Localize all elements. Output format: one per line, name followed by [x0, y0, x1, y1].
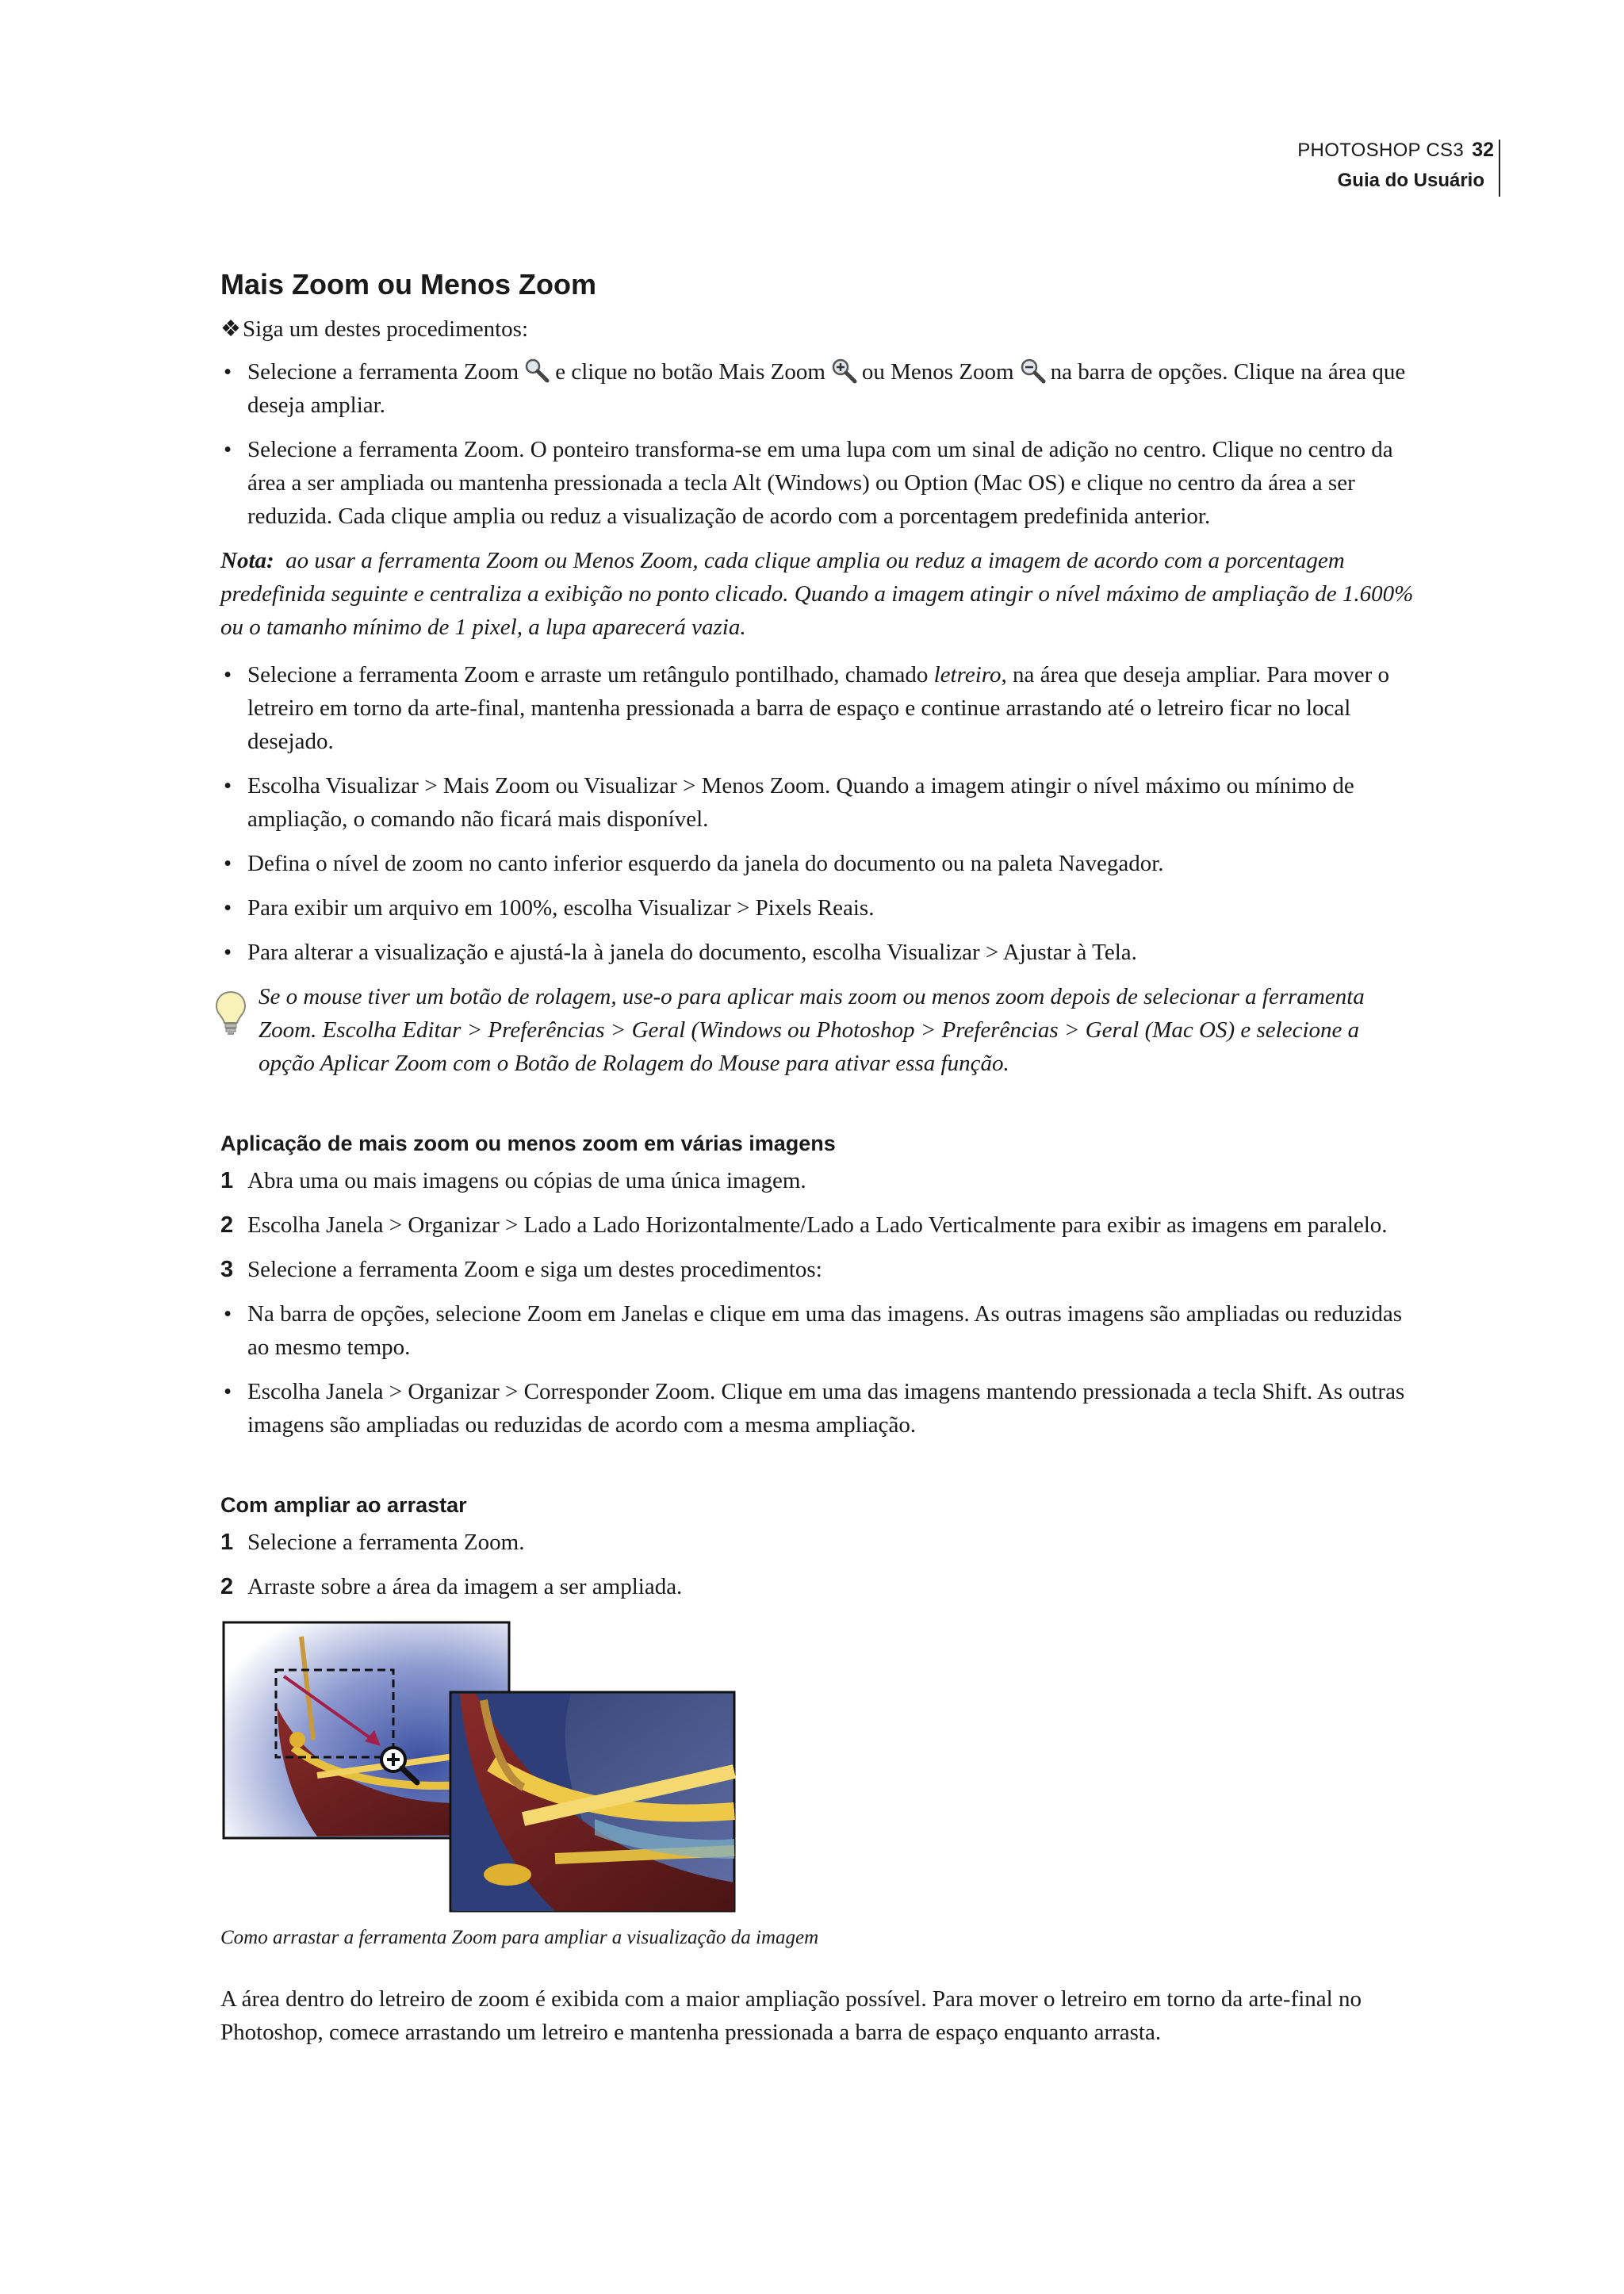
list-item [220, 769, 1418, 836]
step-text: Abra uma ou mais imagens ou cópias de uma única imagem. [247, 1168, 806, 1193]
step-item [220, 1570, 1418, 1603]
note [220, 544, 1418, 644]
list-emphasis: letreiro [933, 662, 1002, 687]
running-header [1056, 136, 1500, 200]
section-drag-zoom [220, 1488, 1418, 2049]
step-text: Arraste sobre a área da imagem a ser ampliada. [247, 1574, 683, 1599]
procedure-text: Siga um destes procedimentos: [243, 316, 529, 342]
zoom-bullets-1 [220, 355, 1418, 533]
step-item [220, 1526, 1418, 1559]
list-text: Selecione a ferramenta Zoom [247, 359, 519, 385]
step-text: Selecione a ferramenta Zoom. [247, 1530, 525, 1555]
list-text: Selecione a ferramenta Zoom. O ponteiro transforma-se em uma lupa com um sinal de adição no centro. Clique no centro da área a ser ampliada ou mantenha pressionada a tecla Alt (Windows) ou Option (Mac OS) e clique no centro da área a ser reduzida. Cada clique amplia ou reduz a visualização de acordo com a porcentagem predefinida anterior. [247, 437, 1393, 529]
step-number: 2 [220, 1574, 234, 1599]
zoom-out-icon [1019, 357, 1046, 384]
figure-caption: Como arrastar a ferramenta Zoom para ampliar a visualização da imagem [220, 1927, 819, 1948]
step-number: 3 [220, 1257, 234, 1282]
zoom-tool-icon [523, 357, 550, 384]
list-text: Defina o nível de zoom no canto inferior esquerdo da janela do documento ou na paleta Navegador. [247, 851, 1164, 876]
list-text: ou Menos Zoom [861, 359, 1014, 385]
note-text: ao usar a ferramenta Zoom ou Menos Zoom, cada clique amplia ou reduz a imagem de acordo com a porcentagem predefinida seguinte e centraliza a exibição no ponto clicado. Quando a imagem atingir o nível máximo de ampliação de 1.600% ou o tamanho mínimo de 1 pixel, a lupa aparecerá vazia. [220, 548, 1414, 640]
page-content [220, 265, 1418, 2049]
guide-title: Guia do Usuário [1337, 170, 1484, 191]
boat-illustration [222, 1621, 745, 1914]
list-text: Para alterar a visualização e ajustá-la à janela do documento, escolha Visualizar > Ajustar à Tela. [247, 940, 1137, 965]
page-number: 32 [1472, 139, 1494, 161]
lightbulb-icon [214, 990, 247, 1037]
zoom-bullets-2 [220, 658, 1418, 969]
zoom-in-icon [830, 357, 857, 384]
step-item [220, 1253, 1418, 1286]
section-title-multiple: Aplicação de mais zoom ou menos zoom em várias imagens [220, 1132, 836, 1155]
list-text: na barra de opções. Clique na área que deseja ampliar. [247, 359, 1406, 418]
step-item [220, 1208, 1418, 1242]
list-text: Escolha Janela > Organizar > Corresponder Zoom. Clique em uma das imagens mantendo pressionada a tecla Shift. As outras imagens são ampliadas ou reduzidas de acordo com a mesma ampliação. [247, 1379, 1405, 1438]
bullet-dot: • [224, 359, 232, 385]
list-text: Para exibir um arquivo em 100%, escolha Visualizar > Pixels Reais. [247, 895, 875, 921]
bullet-dot: • [224, 437, 232, 462]
step-text: Selecione a ferramenta Zoom e siga um destes procedimentos: [247, 1257, 822, 1282]
section-title-drag: Com ampliar ao arrastar [220, 1493, 467, 1517]
bullet-dot: • [224, 662, 232, 687]
step-number: 2 [220, 1212, 234, 1238]
list-item [220, 658, 1418, 758]
bullet-dot: • [224, 940, 232, 965]
list-item [220, 847, 1418, 880]
closing-paragraph: A área dentro do letreiro de zoom é exibida com a maior ampliação possível. Para mover o letreiro em torno da arte-final no Photoshop, comece arrastando um letreiro e mantenha pressionada a barra de espaço enquanto arrasta. [220, 1986, 1362, 2045]
tip-text: Se o mouse tiver um botão de rolagem, use-o para aplicar mais zoom ou menos zoom depois de selecionar a ferramenta Zoom. Escolha Editar > Preferências > Geral (Windows ou Photoshop > Preferências > Geral (Mac OS) e selecione a opção Aplicar Zoom com o Botão de Rolagem do Mouse para ativar essa função. [259, 984, 1365, 1076]
list-text: e clique no botão Mais Zoom [555, 359, 825, 385]
bullet-dot: • [224, 773, 232, 798]
bullet-dot: • [224, 851, 232, 876]
list-item [220, 433, 1418, 533]
list-item [220, 355, 1418, 422]
list-text: Na barra de opções, selecione Zoom em Janelas e clique em uma das imagens. As outras imagens são ampliadas ou reduzidas ao mesmo tempo. [247, 1301, 1402, 1360]
product-name: PHOTOSHOP CS3 [1297, 140, 1464, 161]
multiple-bullets [220, 1297, 1418, 1442]
list-item [220, 1375, 1418, 1442]
note-label: Nota: [220, 548, 274, 573]
tip [220, 980, 1418, 1080]
procedure-intro [220, 312, 1418, 346]
bullet-dot: • [224, 895, 232, 921]
list-item [220, 1297, 1418, 1364]
zoom-drag-figure [222, 1621, 745, 1914]
step-item [220, 1164, 1418, 1197]
list-text: Escolha Visualizar > Mais Zoom ou Visualizar > Menos Zoom. Quando a imagem atingir o nível máximo ou mínimo de ampliação, o comando não ficará mais disponível. [247, 773, 1354, 832]
list-item [220, 891, 1418, 925]
section-title-zoom: Mais Zoom ou Menos Zoom [220, 268, 596, 301]
bullet-dot: • [224, 1301, 232, 1327]
procedure-diamond-icon: ❖ [220, 316, 241, 342]
list-item [220, 936, 1418, 969]
bullet-dot: • [224, 1379, 232, 1404]
step-number: 1 [220, 1168, 234, 1193]
header-divider [1499, 140, 1500, 197]
list-text: Selecione a ferramenta Zoom e arraste um retângulo pontilhado, chamado [247, 662, 929, 687]
list-text: , na área que deseja ampliar. Para mover o letreiro em torno da arte-final, mantenha pressionada a barra de espaço e continue arrastando até o letreiro ficar no local desejado. [247, 662, 1390, 754]
step-number: 1 [220, 1530, 234, 1555]
step-text: Escolha Janela > Organizar > Lado a Lado Horizontalmente/Lado a Lado Verticalmente para exibir as imagens em paralelo. [247, 1212, 1388, 1238]
section-multiple-images [220, 1126, 1418, 1442]
zoomed-image [450, 1692, 734, 1911]
